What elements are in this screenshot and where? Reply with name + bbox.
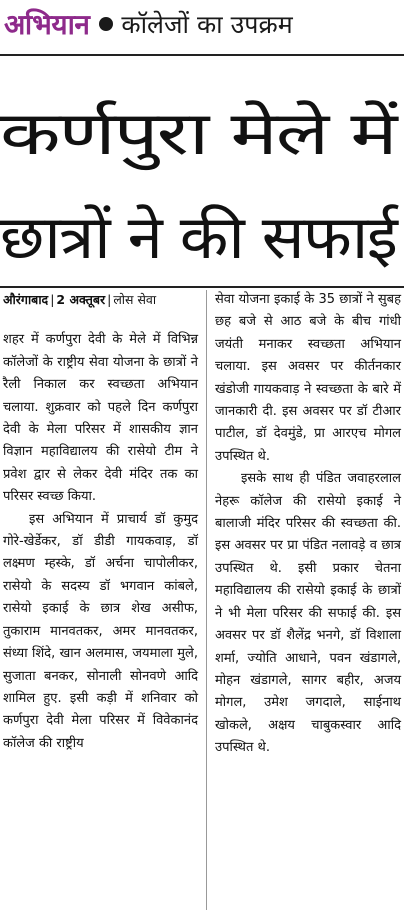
dateline-city: औरंगाबाद <box>3 292 49 307</box>
dateline-source: लोस सेवा <box>113 292 157 307</box>
dateline <box>3 289 198 311</box>
dateline-separator: | <box>50 292 55 307</box>
headline-line-2: छात्रों ने की सफाई <box>0 203 397 273</box>
dateline-date: 2 अक्तूबर <box>56 292 106 307</box>
dateline-separator: | <box>107 292 112 307</box>
top-rule <box>0 54 404 56</box>
headline-rule <box>0 286 404 288</box>
headline-line-1: कर्णपुरा मेले में <box>0 99 396 169</box>
article-column-right <box>215 289 401 760</box>
article-paragraph: शहर में कर्णपुरा देवी के मेले में विभिन्न कॉलेजों के राष्ट्रीय सेवा योजना के छात्रों ने रैली निकाल कर स्वच्छता अभियान चलाया. शुक्रवार को पहले दिन कर्णपुरा देवी के मेला परिसर में शासकीय ज्ञान विज्ञान महाविद्यालय की रासेयो टीम ने प्रवेश द्वार से लेकर देवी मंदिर तक का परिसर स्वच्छ किया. <box>3 332 198 505</box>
section-kicker <box>4 4 293 44</box>
article-paragraph: इस अभियान में प्राचार्य डॉ कुमुद गोरे-खेर्डेकर, डॉ डीडी गायकवाड़, डॉ लक्ष्मण म्हस्के, डॉ अर्चना चापोलीकर, रासेयो के सदस्य डॉ भगवान कांबले, रासेयो इकाई के छात्र शेख असीफ, तुकाराम मानवतकर, अमर मानवतकर, संध्या शिंदे, खान अलमास, जयमाला मुले, सुजाता बनकर, सोनाली सोनवणे आदि शामिल हुए. इसी कड़ी में शनिवार को कर्णपुरा देवी मेला परिसर में विवेकानंद कॉलेज की राष्ट्रीय <box>3 511 198 751</box>
article-column-left <box>3 289 198 755</box>
column-divider <box>206 290 207 910</box>
article-paragraph: इसके साथ ही पंडित जवाहरलाल नेहरू कॉलेज की रासेयो इकाई ने बालाजी मंदिर परिसर की स्वच्छता की. इस अवसर पर प्रा पंडित नलावड़े व छात्र उपस्थित थे. इसी प्रकार चेतना महाविद्यालय की रासेयो इकाई के छात्रों ने भी मेला परिसर की सफाई की. इस अवसर पर डॉ शैलेंद्र भनगे, डॉ विशाला शर्मा, ज्योति आधाने, पवन खंडागले, मोहन खंडागले, सागर बहीर, अजय मोगल, उमेश जगदाले, साईनाथ खोकले, अक्षय चाबुकस्वार आदि उपस्थित थे. <box>215 471 401 756</box>
article-paragraph: सेवा योजना इकाई के 35 छात्रों ने सुबह छह बजे से आठ बजे के बीच गांधी जयंती मनाकर स्वच्छता अभियान चलाया. इस अवसर पर कीर्तनकार खंडोजी गायकवाड़ ने स्वच्छता के बारे में जानकारी दी. इस अवसर पर डॉ टीआर पाटील, डॉ देवमुंडे, प्रा आरएच मोगल उपस्थित थे. <box>215 292 401 464</box>
kicker-subtitle: कॉलेजों का उपक्रम <box>121 10 293 39</box>
kicker-tag: अभियान <box>4 8 90 41</box>
bullet-icon <box>99 17 113 31</box>
headline <box>0 82 404 290</box>
